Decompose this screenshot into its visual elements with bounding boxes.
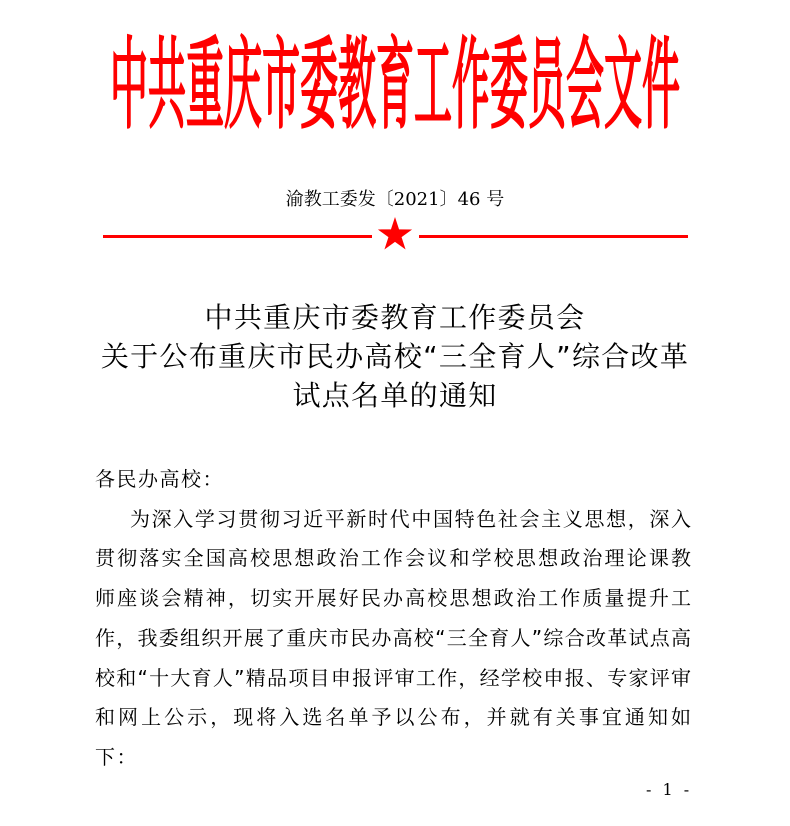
paragraph-line: 作，我委组织开展了重庆市民办高校“三全育人”综合改革试点高 [95,625,691,650]
title-line: 关于公布重庆市民办高校“三全育人”综合改革 [100,340,690,373]
document-title [0,298,790,415]
paragraph-line: 师座谈会精神，切实开展好民办高校思想政治工作质量提升工 [95,586,691,611]
page-number: - 1 - [646,780,693,799]
paragraph-line: 为深入学习贯彻习近平新时代中国特色社会主义思想，深入 [130,506,691,531]
title-line: 中共重庆市委教育工作委员会 [204,301,586,334]
paragraph-line: 下： [95,744,138,769]
document-number: 渝教工委发〔2021〕46 号 [285,189,505,210]
red-divider-left [103,235,372,238]
paragraph-line: 和网上公示，现将入选名单予以公布，并就有关事宜通知如 [95,705,691,730]
masthead-title: 中共重庆市委教育工作委员会文件 [109,27,680,143]
paragraph-line: 贯彻落实全国高校思想政治工作会议和学校思想政治理论课教 [95,546,691,571]
paragraph-line: 校和“十大育人”精品项目申报评审工作，经学校申报、专家评审 [95,665,691,690]
document-body [95,460,691,778]
title-line: 试点名单的通知 [292,379,498,412]
salutation: 各民办高校： [95,467,224,491]
star-icon [376,216,414,254]
red-divider-right [419,235,688,238]
